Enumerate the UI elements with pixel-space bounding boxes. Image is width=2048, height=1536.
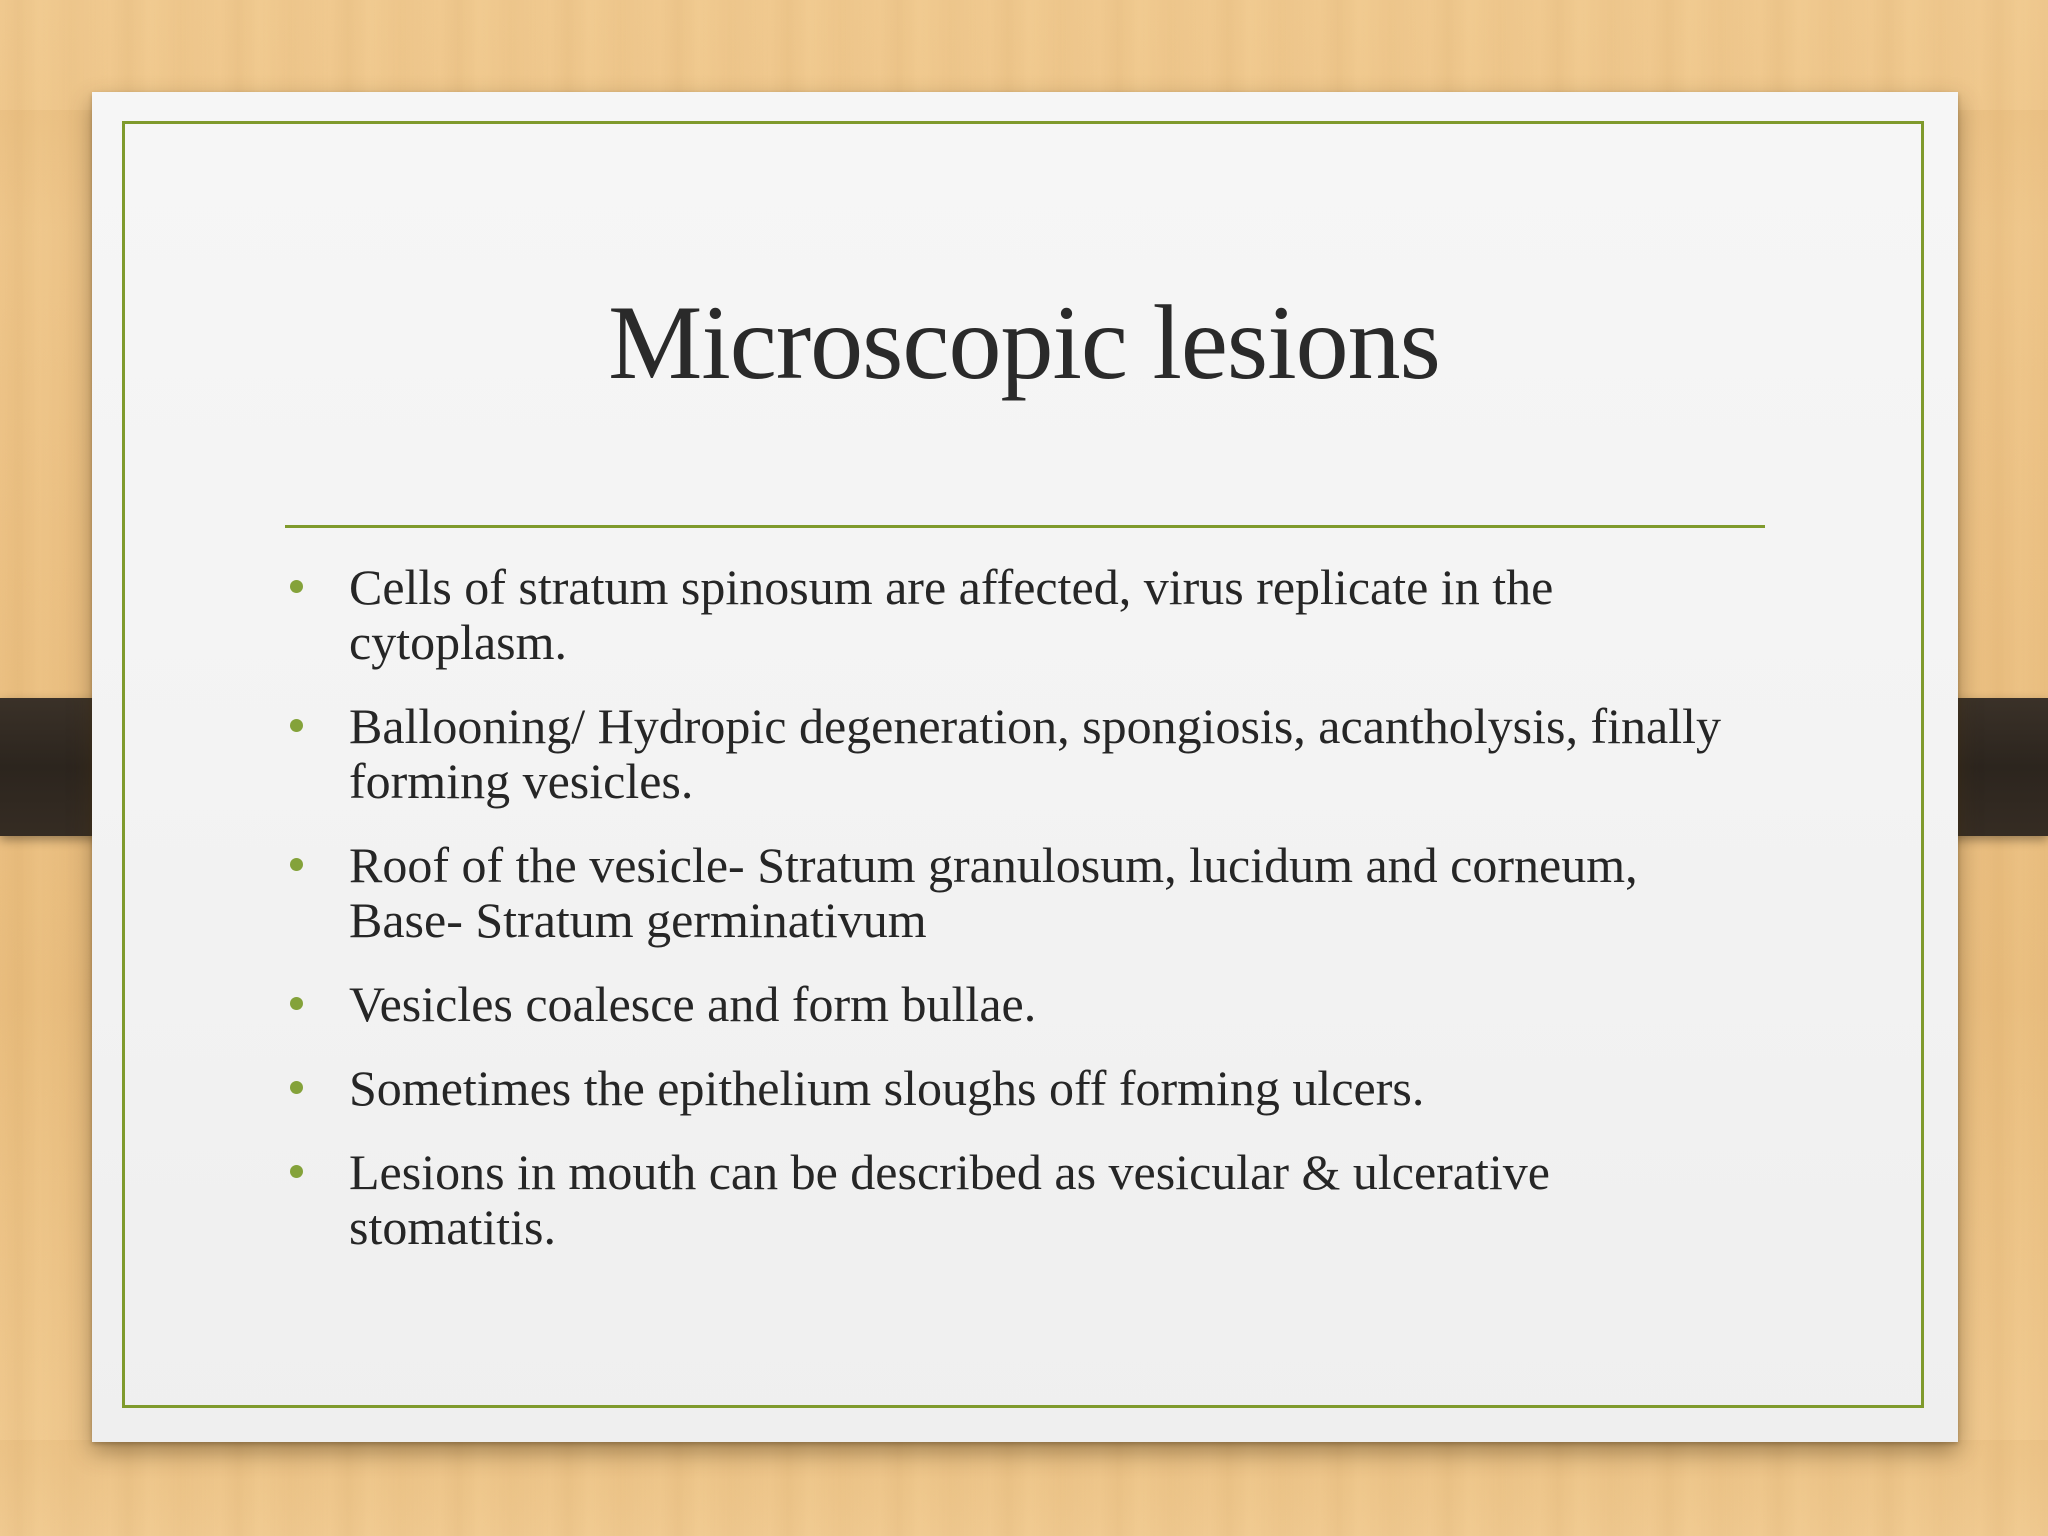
title-divider: [285, 525, 1765, 528]
bullet-text: Sometimes the epithelium sloughs off forming ulcers.: [349, 1060, 1425, 1116]
bullet-text: Ballooning/ Hydropic degeneration, spongiosis, acantholysis, finally forming vesicles.: [349, 698, 1721, 809]
bullet-item: [286, 838, 1726, 948]
bullet-dot-icon: [290, 1081, 303, 1094]
bullet-item: [286, 699, 1726, 809]
bullet-text: Lesions in mouth can be described as vesicular & ulcerative stomatitis.: [349, 1144, 1550, 1255]
bullet-item: [286, 560, 1726, 670]
bullet-text: Roof of the vesicle- Stratum granulosum, lucidum and corneum, Base- Stratum germinativum: [349, 837, 1638, 948]
bullet-dot-icon: [290, 997, 303, 1010]
bullet-item: [286, 1145, 1726, 1255]
slide-title: Microscopic lesions: [608, 284, 1440, 401]
bullet-text: Cells of stratum spinosum are affected, virus replicate in the cytoplasm.: [349, 559, 1554, 670]
bullet-dot-icon: [290, 858, 303, 871]
bullet-dot-icon: [290, 719, 303, 732]
bullet-text: Vesicles coalesce and form bullae.: [349, 976, 1037, 1032]
bullet-item: [286, 1061, 1726, 1116]
bullet-dot-icon: [290, 580, 303, 593]
wood-grain-band: [0, 1440, 2048, 1536]
bullet-item: [286, 977, 1726, 1032]
bullet-dot-icon: [290, 1165, 303, 1178]
bullet-list: [286, 560, 1726, 1284]
